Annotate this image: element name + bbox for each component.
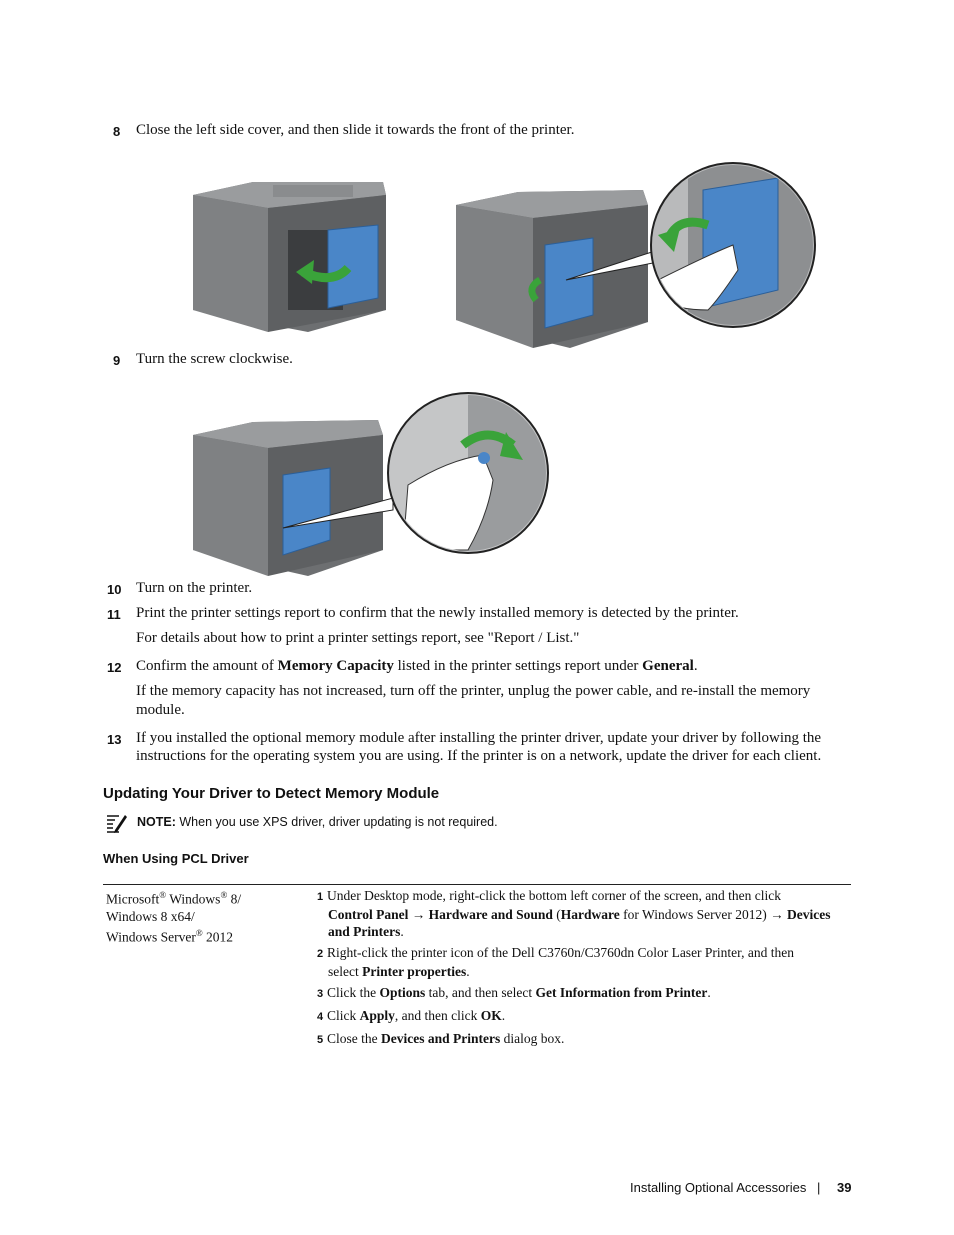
note-label: NOTE: [137, 815, 176, 829]
apply-term: Apply [359, 1008, 395, 1023]
step-13-text-line1: If you installed the optional memory module after installing the printer driver, update your driver by following the [136, 730, 822, 746]
close-cover-illustration [188, 160, 818, 352]
table-step-2-line2: select Printer properties. [328, 964, 470, 979]
step-8-text: Close the left side cover, and then slide it towards the front of the printer. [136, 122, 575, 138]
table-step-3: 3 Click the Options tab, and then select Get Information from Printer. [317, 985, 711, 1000]
footer-separator: | [817, 1180, 821, 1195]
footer-section-title: Installing Optional Accessories [630, 1180, 807, 1195]
os-line-3: Windows Server® 2012 [106, 927, 234, 944]
and-printers-term: and Printers [328, 924, 401, 939]
table-os-cell [106, 887, 306, 945]
printer-screw-image [193, 420, 393, 576]
devices-term: Devices [786, 907, 831, 922]
control-panel-term: Control Panel [328, 907, 409, 922]
step-11-subtext: For details about how to print a printer settings report, see "Report / List." [136, 630, 580, 646]
step-11-text: Print the printer settings report to confirm that the newly installed memory is detected by the printer. [136, 605, 739, 621]
step-11-number: 11 [107, 607, 121, 622]
table-step-4: 4 Click Apply, and then click OK. [317, 1008, 506, 1023]
step-9-text: Turn the screw clockwise. [136, 351, 293, 367]
get-information-term: Get Information from Printer [535, 985, 708, 1000]
options-term: Options [379, 985, 426, 1000]
table-top-rule [103, 884, 851, 885]
os-line-1: Microsoft® Windows® 8/ [106, 890, 242, 907]
os-line-2: Windows 8 x64/ [106, 908, 195, 924]
devices-and-printers-term: Devices and Printers [381, 1031, 501, 1046]
printer-closed-cover-image [456, 190, 658, 348]
table-steps-cell [317, 887, 847, 1049]
step-10-text: Turn on the printer. [136, 580, 253, 596]
step-12-number: 12 [107, 660, 122, 675]
hardware-term: Hardware [560, 907, 620, 922]
note-pencil-icon [105, 812, 127, 834]
printer-open-cover-image [193, 182, 386, 332]
step-8-number: 8 [113, 124, 121, 139]
step-12-subtext-line2: module. [136, 702, 185, 718]
note-row [137, 815, 498, 829]
memory-capacity-term: Memory Capacity [277, 658, 394, 674]
general-term: General [642, 658, 694, 674]
magnified-screw-detail [388, 390, 553, 560]
section-heading: Updating Your Driver to Detect Memory Module [103, 785, 440, 802]
step-13-text-line2: instructions for the operating system you are using. If the printer is on a network, update the driver for each client. [136, 748, 822, 764]
step-12-subtext-line1: If the memory capacity has not increased, turn off the printer, unplug the power cable, and re-install the memory [136, 683, 811, 699]
turn-screw-illustration [188, 390, 553, 580]
note-text: When you use XPS driver, driver updating is not required. [179, 815, 498, 829]
step-13-number: 13 [107, 732, 122, 747]
table-step-2: 2 Right-click the printer icon of the Dell C3760n/C3760dn Color Laser Printer, and then [317, 945, 794, 960]
magnified-cover-detail [651, 160, 818, 330]
table-step-1-line3: and Printers. [328, 924, 404, 939]
table-step-1-line2: Control Panel → Hardware and Sound (Hardware for Windows Server 2012) → Devices [328, 907, 831, 922]
step-12-text: Confirm the amount of Memory Capacity listed in the printer settings report under General. [136, 658, 698, 674]
hardware-and-sound-term: Hardware and Sound [428, 907, 553, 922]
page-number: 39 [837, 1180, 852, 1195]
subheading-pcl-driver: When Using PCL Driver [103, 851, 249, 866]
step-9-number: 9 [113, 353, 121, 368]
step-10-number: 10 [107, 582, 122, 597]
table-step-5: 5 Close the Devices and Printers dialog box. [317, 1031, 565, 1046]
table-step-1: 1 Under Desktop mode, right-click the bottom left corner of the screen, and then click [317, 888, 781, 903]
printer-properties-term: Printer properties [362, 964, 467, 979]
ok-term: OK [480, 1008, 502, 1023]
